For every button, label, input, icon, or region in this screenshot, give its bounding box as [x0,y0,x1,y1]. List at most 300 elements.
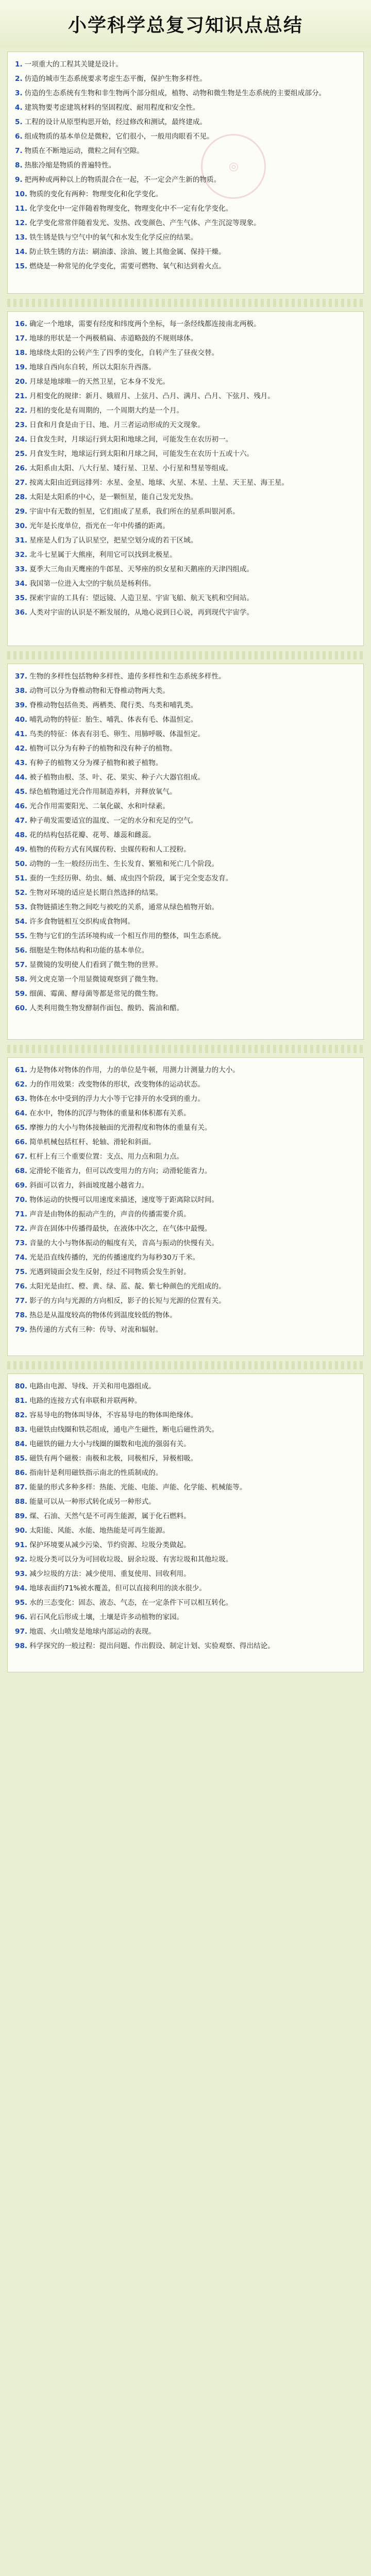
item-number: 31. [15,536,28,545]
item-number: 15. [15,262,28,270]
item-text: 鸟类的特征：体表有羽毛、卵生、用肺呼吸、体温恒定。 [29,730,205,738]
item-text: 摩擦力的大小与物体接触面的光滑程度和物体的重量有关。 [29,1124,212,1132]
list-item [15,900,356,914]
item-text: 光是沿直线传播的，光的传播速度约为每秒30万千米。 [29,1253,200,1262]
list-item [15,187,356,201]
item-text: 月相变化的规律：新月、娥眉月、上弦月、凸月、满月、凸月、下弦月、残月。 [29,392,275,400]
item-text: 水的三态变化：固态、液态、气态，在一定条件下可以相互转化。 [29,1599,233,1607]
list-item [15,1466,356,1480]
item-text: 科学探究的一般过程：提出问题、作出假设、制定计划、实验观察、得出结论。 [29,1642,275,1650]
list-item [15,1323,356,1337]
item-number: 12. [15,219,28,227]
list-item [15,1207,356,1222]
item-number: 1. [15,60,23,69]
item-text: 指南针是利用磁铁指示南北的性质制成的。 [29,1469,163,1477]
item-text: 电磁铁的磁力大小与线圈的圈数和电流的强弱有关。 [29,1440,191,1448]
list-item [15,1610,356,1624]
list-item [15,476,356,490]
item-number: 56. [15,946,28,955]
list-item [15,914,356,929]
list-item [15,605,356,620]
item-text: 太阳光是由红、橙、黄、绿、蓝、靛、紫七种颜色的光组成的。 [29,1282,226,1291]
item-text: 日食和月食是由于日、地、月三者运动形成的天文现象。 [29,421,205,429]
list-item [15,1001,356,1015]
item-text: 电路由电源、导线、开关和用电器组成。 [29,1382,156,1391]
item-text: 我国第一位进入太空的宇航员是杨利伟。 [29,580,156,588]
item-number: 38. [15,687,28,695]
item-number: 89. [15,1512,28,1520]
item-text: 月食发生时，地球运行到太阳和月球之间，可能发生在农历十五或十六。 [29,450,254,458]
list-item [15,144,356,158]
list-item [15,1164,356,1178]
list-item [15,490,356,504]
item-text: 被子植物由根、茎、叶、花、果实、种子六大器官组成。 [29,773,205,782]
item-number: 19. [15,363,28,371]
item-text: 垃圾分类可以分为可回收垃圾、厨余垃圾、有害垃圾和其他垃圾。 [29,1555,233,1564]
item-number: 82. [15,1411,28,1419]
list-item [15,317,356,331]
item-number: 6. [15,132,23,141]
item-text: 探索宇宙的工具有：望远镜、人造卫星、宇宙飞船、航天飞机和空间站。 [29,594,254,602]
item-number: 73. [15,1239,28,1247]
item-text: 北斗七星属于大熊座，利用它可以找到北极星。 [29,551,177,559]
list-item [15,727,356,741]
item-number: 67. [15,1153,28,1161]
list-item [15,403,356,418]
item-number: 95. [15,1599,28,1607]
item-text: 防止铁生锈的方法：刷油漆、涂油、镀上其他金属、保持干燥。 [29,248,226,256]
list-item [15,1193,356,1207]
item-text: 力是物体对物体的作用，力的单位是牛顿，用测力计测量力的大小。 [29,1066,240,1074]
divider [7,1361,364,1369]
item-number: 79. [15,1326,28,1334]
watermark-stamp: ◎ [190,123,276,209]
item-text: 物体运动的快慢可以用速度来描述，速度等于距离除以时间。 [29,1196,219,1204]
list-item [15,129,356,144]
title-bar [0,0,371,47]
item-text: 按离太阳由近到远排列：水星、金星、地球、火星、木星、土星、天王星、海王星。 [29,479,289,487]
item-text: 列文虎克第一个用显微镜观察到了微生物。 [29,975,163,984]
item-text: 地球绕太阳的公转产生了四季的变化，自转产生了昼夜交替。 [29,349,219,357]
list-item [15,360,356,375]
item-text: 细胞是生物体结构和功能的基本单位。 [29,946,149,955]
item-number: 37. [15,672,28,681]
item-text: 脊椎动物包括鱼类、两栖类、爬行类、鸟类和哺乳类。 [29,701,198,709]
list-item [15,828,356,842]
item-number: 48. [15,831,28,839]
list-item [15,799,356,814]
list-item [15,548,356,562]
section-2 [7,311,364,646]
item-number: 32. [15,551,28,559]
list-item [15,1408,356,1422]
item-text: 一项重大的工程其关键是设计。 [24,60,123,69]
list-item [15,857,356,871]
item-text: 动物的一生一般经历出生、生长发育、繁殖和死亡几个阶段。 [29,860,219,868]
item-text: 仿造的城市生态系统要求考虑生态平衡，保护生物多样性。 [24,75,207,83]
list-item [15,519,356,533]
item-number: 66. [15,1138,28,1146]
item-text: 铁生锈是铁与空气中的氧气和水发生化学反应的结果。 [29,233,198,242]
item-number: 14. [15,248,28,256]
item-number: 92. [15,1555,28,1564]
item-text: 许多食物链相互交织构成食物网。 [29,918,134,926]
item-number: 2. [15,75,23,83]
list-item [15,1639,356,1653]
item-number: 69. [15,1181,28,1190]
item-text: 声音是由物体的振动产生的，声音的传播需要介质。 [29,1210,191,1218]
list-item [15,713,356,727]
list-item [15,814,356,828]
item-number: 78. [15,1311,28,1319]
list-item [15,669,356,684]
item-number: 24. [15,435,28,444]
list-item [15,1495,356,1509]
list-item [15,1567,356,1581]
item-number: 35. [15,594,28,602]
list-item [15,1596,356,1610]
item-number: 54. [15,918,28,926]
list-item [15,1624,356,1639]
list-item [15,1422,356,1437]
item-text: 热胀冷缩是物质的普遍特性。 [24,161,116,170]
item-number: 11. [15,205,28,213]
item-text: 减少垃圾的方法：减少使用、重复使用、回收利用。 [29,1570,191,1578]
item-number: 52. [15,889,28,897]
item-text: 太阳能、风能、水能、地热能是可再生能源。 [29,1527,170,1535]
item-number: 72. [15,1225,28,1233]
list-item [15,1581,356,1596]
item-number: 4. [15,104,23,112]
item-text: 植物可以分为有种子的植物和没有种子的植物。 [29,744,177,753]
list-item [15,1538,356,1552]
list-item [15,447,356,461]
list-item [15,1394,356,1408]
list-item [15,230,356,245]
list-item [15,1509,356,1523]
item-number: 17. [15,334,28,343]
page-title: 小学科学总复习知识点总结 [68,14,303,36]
list-item [15,591,356,605]
list-item [15,987,356,1001]
item-number: 29. [15,507,28,516]
item-text: 工程的设计从原型构思开始，经过修改和测试，最终建成。 [24,118,207,126]
list-item [15,245,356,259]
list-item [15,1523,356,1538]
list-item [15,1121,356,1135]
item-number: 5. [15,118,23,126]
list-item [15,929,356,943]
list-item [15,375,356,389]
item-number: 80. [15,1382,28,1391]
item-text: 细菌、霉菌、酵母菌等都是常见的微生物。 [29,990,163,998]
item-text: 在水中，物体的沉浮与物体的重量和体积都有关系。 [29,1109,191,1117]
item-text: 动物可以分为脊椎动物和无脊椎动物两大类。 [29,687,170,695]
item-number: 74. [15,1253,28,1262]
item-text: 仿造的生态系统有生物和非生物两个部分组成，植物、动物和微生物是生态系统的主要组成部分。 [24,89,326,97]
list-item [15,958,356,972]
item-number: 23. [15,421,28,429]
list-item [15,1451,356,1466]
list-item [15,684,356,698]
item-text: 力的作用效果：改变物体的形状，改变物体的运动状态。 [29,1080,205,1089]
list-item [15,741,356,756]
item-text: 电路的连接方式有串联和并联两种。 [29,1397,142,1405]
section-5 [7,1374,364,1672]
list-item [15,57,356,72]
item-text: 蚕的一生经历卵、幼虫、蛹、成虫四个阶段，属于完全变态发育。 [29,874,233,883]
item-text: 哺乳动物的特征：胎生、哺乳、体表有毛、体温恒定。 [29,716,198,724]
item-text: 太阳系由太阳、八大行星、矮行星、卫星、小行星和彗星等组成。 [29,464,233,472]
list-item [15,173,356,187]
list-item [15,461,356,476]
list-item [15,1480,356,1495]
list-item [15,346,356,360]
item-number: 71. [15,1210,28,1218]
item-number: 86. [15,1469,28,1477]
item-number: 65. [15,1124,28,1132]
item-text: 光年是长度单位，指光在一年中传播的距离。 [29,522,170,530]
item-number: 49. [15,845,28,854]
item-text: 声音在固体中传播得最快，在液体中次之，在气体中最慢。 [29,1225,212,1233]
item-number: 18. [15,349,28,357]
item-number: 27. [15,479,28,487]
item-number: 28. [15,493,28,501]
item-text: 能量的形式多种多样：热能、光能、电能、声能、化学能、机械能等。 [29,1483,247,1492]
item-number: 63. [15,1095,28,1103]
list-item [15,201,356,216]
item-text: 物质的变化有两种：物理变化和化学变化。 [29,190,163,198]
list-item [15,770,356,785]
section-3 [7,664,364,1040]
item-number: 60. [15,1004,28,1012]
item-number: 93. [15,1570,28,1578]
list-item [15,533,356,548]
item-text: 植物的传粉方式有风媒传粉、虫媒传粉和人工授粉。 [29,845,191,854]
item-text: 把两种或两种以上的物质混合在一起，不一定会产生新的物质。 [24,176,221,184]
item-number: 26. [15,464,28,472]
item-text: 生物的多样性包括物种多样性、遗传多样性和生态系统多样性。 [29,672,226,681]
item-text: 食物链描述生物之间吃与被吃的关系，通常从绿色植物开始。 [29,903,219,911]
item-text: 组成物质的基本单位是微粒，它们很小，一般用肉眼看不见。 [24,132,214,141]
item-text: 音量的大小与物体振动的幅度有关，音高与振动的快慢有关。 [29,1239,219,1247]
list-item [15,86,356,100]
item-text: 保护环境要从减少污染、节约资源、垃圾分类做起。 [29,1541,191,1549]
list-item [15,785,356,799]
list-item [15,562,356,577]
item-number: 64. [15,1109,28,1117]
item-text: 容易导电的物体叫导体，不容易导电的物体叫绝缘体。 [29,1411,198,1419]
item-number: 9. [15,176,23,184]
item-text: 光合作用需要阳光、二氧化碳、水和叶绿素。 [29,802,170,810]
item-text: 生物与它们的生活环境构成一个相互作用的整体，叫生态系统。 [29,932,226,940]
item-number: 21. [15,392,28,400]
item-number: 3. [15,89,23,97]
list-item [15,1092,356,1106]
list-item [15,1106,356,1121]
item-text: 地震、火山喷发是地球内部运动的表现。 [29,1628,156,1636]
item-number: 76. [15,1282,28,1291]
item-number: 33. [15,565,28,573]
item-text: 电磁铁由线圈和铁芯组成，通电产生磁性，断电后磁性消失。 [29,1426,219,1434]
section-1 [7,52,364,294]
list-item [15,871,356,886]
item-text: 简单机械包括杠杆、轮轴、滑轮和斜面。 [29,1138,156,1146]
item-number: 47. [15,817,28,825]
item-number: 83. [15,1426,28,1434]
list-item [15,259,356,274]
item-number: 46. [15,802,28,810]
item-text: 化学变化常常伴随着发光、发热、改变颜色、产生气体、产生沉淀等现象。 [29,219,261,227]
item-text: 显微镜的发明使人们看到了微生物的世界。 [29,961,163,969]
item-number: 98. [15,1642,28,1650]
item-text: 光遇到镜面会发生反射，经过不同物质会发生折射。 [29,1268,191,1276]
item-number: 53. [15,903,28,911]
list-item [15,100,356,115]
item-number: 41. [15,730,28,738]
item-number: 84. [15,1440,28,1448]
list-item [15,1077,356,1092]
list-item [15,1250,356,1265]
list-item [15,1265,356,1279]
item-number: 55. [15,932,28,940]
item-number: 94. [15,1584,28,1592]
item-number: 97. [15,1628,28,1636]
item-number: 70. [15,1196,28,1204]
item-text: 定滑轮不能省力，但可以改变用力的方向；动滑轮能省力。 [29,1167,212,1175]
item-number: 45. [15,788,28,796]
item-number: 40. [15,716,28,724]
list-item [15,72,356,86]
item-number: 75. [15,1268,28,1276]
item-text: 有种子的植物又分为裸子植物和被子植物。 [29,759,163,767]
list-item [15,1063,356,1077]
list-item [15,1279,356,1294]
item-text: 化学变化中一定伴随着物理变化，物理变化中不一定有化学变化。 [29,205,233,213]
item-text: 生物对环境的适应是长期自然选择的结果。 [29,889,163,897]
item-number: 68. [15,1167,28,1175]
item-text: 热传递的方式有三种：传导、对流和辐射。 [29,1326,163,1334]
list-item [15,216,356,230]
item-text: 月球是地球唯一的天然卫星，它本身不发光。 [29,378,170,386]
list-item [15,432,356,447]
item-number: 88. [15,1498,28,1506]
item-number: 42. [15,744,28,753]
item-text: 燃烧是一种常见的化学变化，需要可燃物、氧气和达到着火点。 [29,262,226,270]
item-text: 太阳是太阳系的中心，是一颗恒星，能自己发光发热。 [29,493,198,501]
item-text: 星座是人们为了认识星空，把星空划分成的若干区域。 [29,536,198,545]
item-text: 杠杆上有三个重要位置：支点、用力点和阻力点。 [29,1153,184,1161]
item-number: 39. [15,701,28,709]
list-item [15,577,356,591]
item-text: 夏季大三角由天鹰座的牛郎星、天琴座的织女星和天鹅座的天津四组成。 [29,565,254,573]
item-number: 61. [15,1066,28,1074]
item-number: 20. [15,378,28,386]
item-number: 96. [15,1613,28,1621]
item-text: 物质在不断地运动，微粒之间有空隙。 [24,147,144,155]
list-item [15,1294,356,1308]
item-number: 30. [15,522,28,530]
list-item [15,1308,356,1323]
divider [7,299,364,307]
list-item [15,943,356,958]
list-item [15,1178,356,1193]
list-item [15,158,356,173]
item-text: 岩石风化后形成土壤，土壤是许多动植物的家园。 [29,1613,184,1621]
item-number: 59. [15,990,28,998]
item-number: 62. [15,1080,28,1089]
item-number: 34. [15,580,28,588]
item-text: 热总是从温度较高的物体传到温度较低的物体。 [29,1311,177,1319]
list-item [15,504,356,519]
item-text: 人类对宇宙的认识是不断发展的，从地心说到日心说，再到现代宇宙学。 [29,608,254,617]
item-text: 地球的形状是一个两极稍扁、赤道略鼓的不规则球体。 [29,334,198,343]
list-item [15,842,356,857]
item-text: 地球自西向东自转，所以太阳东升西落。 [29,363,156,371]
item-number: 85. [15,1454,28,1463]
item-number: 7. [15,147,23,155]
section-4 [7,1057,364,1356]
item-number: 8. [15,161,23,170]
item-number: 81. [15,1397,28,1405]
item-number: 13. [15,233,28,242]
item-number: 25. [15,450,28,458]
item-number: 16. [15,320,28,328]
item-text: 建筑物要考虑建筑材料的坚固程度、耐用程度和安全性。 [24,104,200,112]
item-number: 36. [15,608,28,617]
item-text: 宇宙中有无数的恒星，它们组成了星系，我们所在的星系叫银河系。 [29,507,240,516]
list-item [15,698,356,713]
item-number: 77. [15,1297,28,1305]
item-number: 87. [15,1483,28,1492]
item-text: 人类利用微生物发酵制作面包、酸奶、酱油和醋。 [29,1004,184,1012]
list-item [15,972,356,987]
item-number: 58. [15,975,28,984]
item-number: 10. [15,190,28,198]
item-number: 51. [15,874,28,883]
item-text: 能量可以从一种形式转化成另一种形式。 [29,1498,156,1506]
item-text: 月相的变化是有周期的，一个周期大约是一个月。 [29,406,184,415]
item-text: 影子的方向与光源的方向相反，影子的长短与光源的位置有关。 [29,1297,226,1305]
item-text: 花的结构包括花瓣、花萼、雄蕊和雌蕊。 [29,831,156,839]
item-text: 斜面可以省力，斜面坡度越小越省力。 [29,1181,149,1190]
divider [7,1045,364,1053]
item-text: 确定一个地球，需要有经度和纬度两个坐标，每一条经线都连接南北两极。 [29,320,261,328]
list-item [15,1552,356,1567]
list-item [15,1236,356,1250]
item-text: 地球表面约71%被水覆盖，但可以直接利用的淡水很少。 [29,1584,206,1592]
item-text: 煤、石油、天然气是不可再生能源，属于化石燃料。 [29,1512,191,1520]
list-item [15,389,356,403]
list-item [15,1437,356,1451]
item-text: 磁铁有两个磁极：南极和北极，同极相斥，异极相吸。 [29,1454,198,1463]
list-item [15,1222,356,1236]
list-item [15,418,356,432]
list-item [15,1379,356,1394]
item-text: 日食发生时，月球运行到太阳和地球之间，可能发生在农历初一。 [29,435,233,444]
item-text: 种子萌发需要适宜的温度、一定的水分和充足的空气。 [29,817,198,825]
item-number: 50. [15,860,28,868]
list-item [15,115,356,129]
item-text: 物体在水中受到的浮力大小等于它排开的水受到的重力。 [29,1095,205,1103]
list-item [15,331,356,346]
item-number: 44. [15,773,28,782]
item-text: 绿色植物通过光合作用制造养料，并释放氧气。 [29,788,177,796]
list-item [15,756,356,770]
list-item [15,1135,356,1149]
divider [7,651,364,659]
item-number: 91. [15,1541,28,1549]
